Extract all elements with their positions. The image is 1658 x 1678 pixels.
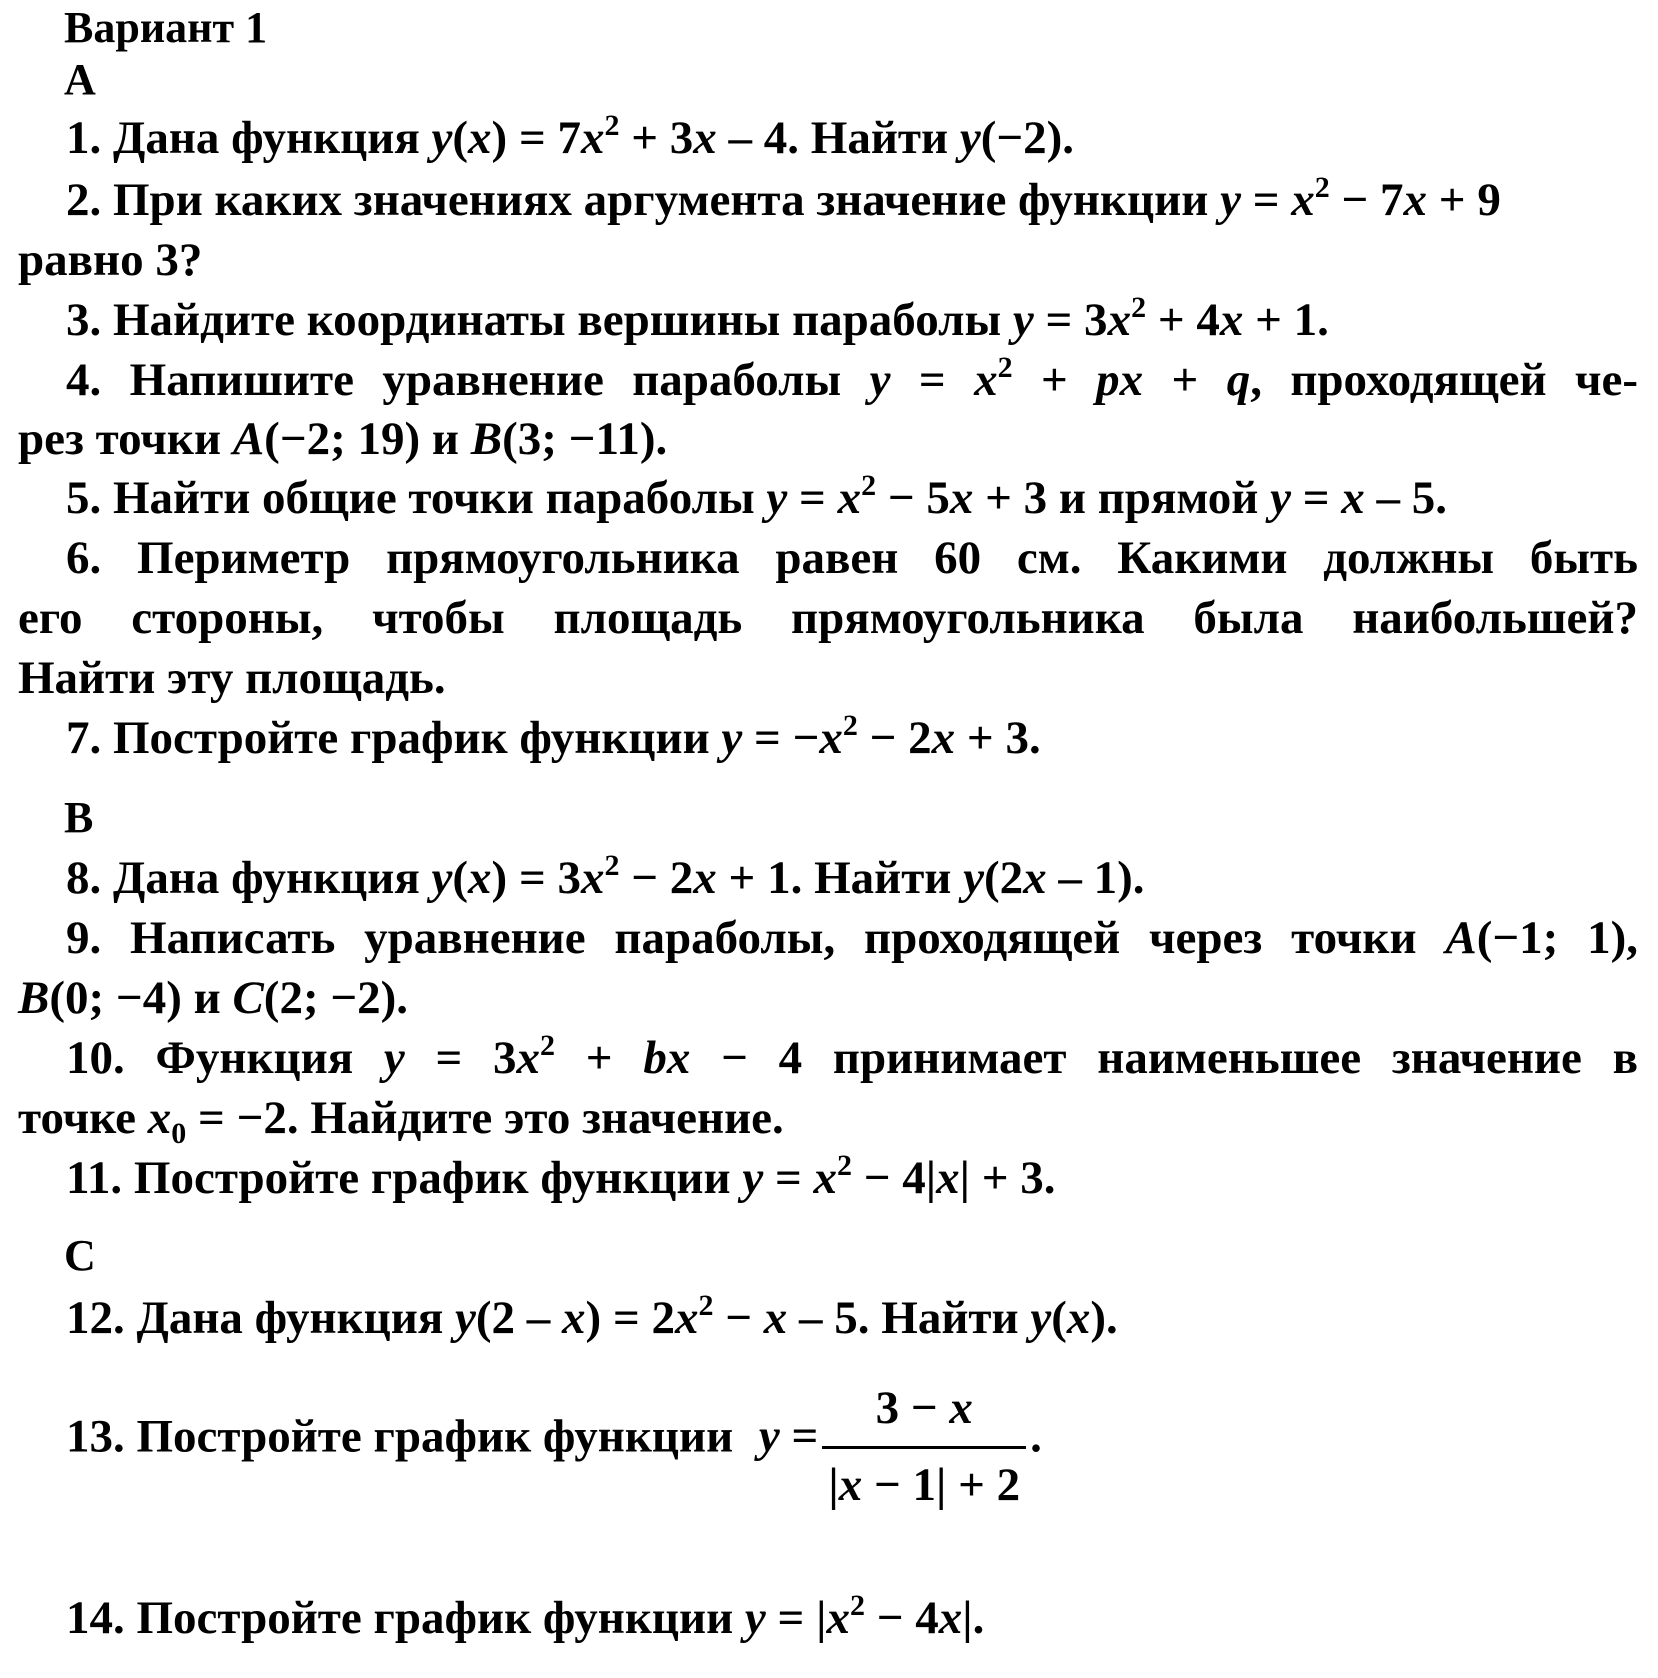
problem-10-line-2: точке $x_0 = -2$. Найдите это значение. xyxy=(18,1092,784,1150)
problem-2-line-1: 2. При каких значениях аргумента значение функции $y = x^2 - 7x + 9$ xyxy=(66,171,1501,226)
fraction-denominator: |x − 1| + 2 xyxy=(828,1459,1021,1511)
fraction-numerator: 3 − x xyxy=(822,1378,1026,1449)
fraction xyxy=(822,1378,1026,1515)
variant-title: Вариант 1 xyxy=(64,3,268,52)
problem-6-line-2: его стороны, чтобы площадь прямоугольника была наибольшей? xyxy=(18,592,1638,644)
problem-13-end: . xyxy=(1030,1410,1042,1463)
problem-6-line-3: Найти эту площадь. xyxy=(18,652,446,704)
problem-5: 5. Найти общие точки параболы $y = x^2 - 5x + 3$ и прямой y = x – 5. xyxy=(66,469,1448,524)
problem-2-line-2: равно 3? xyxy=(18,234,203,286)
problem-14: 14. Постройте график функции $y = |x^2 - 4x|$. xyxy=(66,1589,985,1644)
problem-9-line-2: B(0; −4) и C(2; −2). xyxy=(18,972,409,1024)
problem-12: 12. Дана функция $y(2 - x) = 2x^2 - x - 5$. Найти y(x). xyxy=(66,1289,1118,1344)
section-c-heading: С xyxy=(64,1231,96,1280)
section-b-heading: В xyxy=(64,793,94,842)
problem-11: 11. Постройте график функции $y = x^2 - 4|x| + 3$. xyxy=(66,1149,1056,1204)
problem-13-lhs: y = xyxy=(758,1410,819,1463)
problem-3: 3. Найдите координаты вершины параболы $y = 3x^2 + 4x + 1$. xyxy=(66,291,1329,346)
problem-4-line-2: рез точки A(−2; 19) и B(3; −11). xyxy=(18,413,668,465)
problem-13 xyxy=(66,1372,1042,1509)
problem-6-line-1: 6. Периметр прямоугольника равен 60 см. Какими должны быть xyxy=(66,532,1638,584)
problem-4-line-1: 4. Напишите уравнение параболы $y = x^2$ + px + q, проходящей че- xyxy=(66,351,1638,406)
problem-7: 7. Постройте график функции $y = -x^2 - 2x + 3$. xyxy=(66,709,1041,764)
section-a-heading: А xyxy=(64,55,96,104)
problem-10-line-1: 10. Функция $y = 3x^2$ + bx − 4 принимает наименьшее значение в xyxy=(66,1029,1638,1084)
problem-1: 1. Дана функция $y(x) = 7x^2 + 3x - 4$. Найти y(−2). xyxy=(66,109,1075,164)
problem-9-line-1: 9. Написать уравнение параболы, проходящей через точки A(−1; 1), xyxy=(66,912,1638,964)
problem-13-text: 13. Постройте график функции xyxy=(66,1410,734,1463)
problem-8: 8. Дана функция $y(x) = 3x^2 - 2x + 1$. Найти y(2x – 1). xyxy=(66,849,1145,904)
